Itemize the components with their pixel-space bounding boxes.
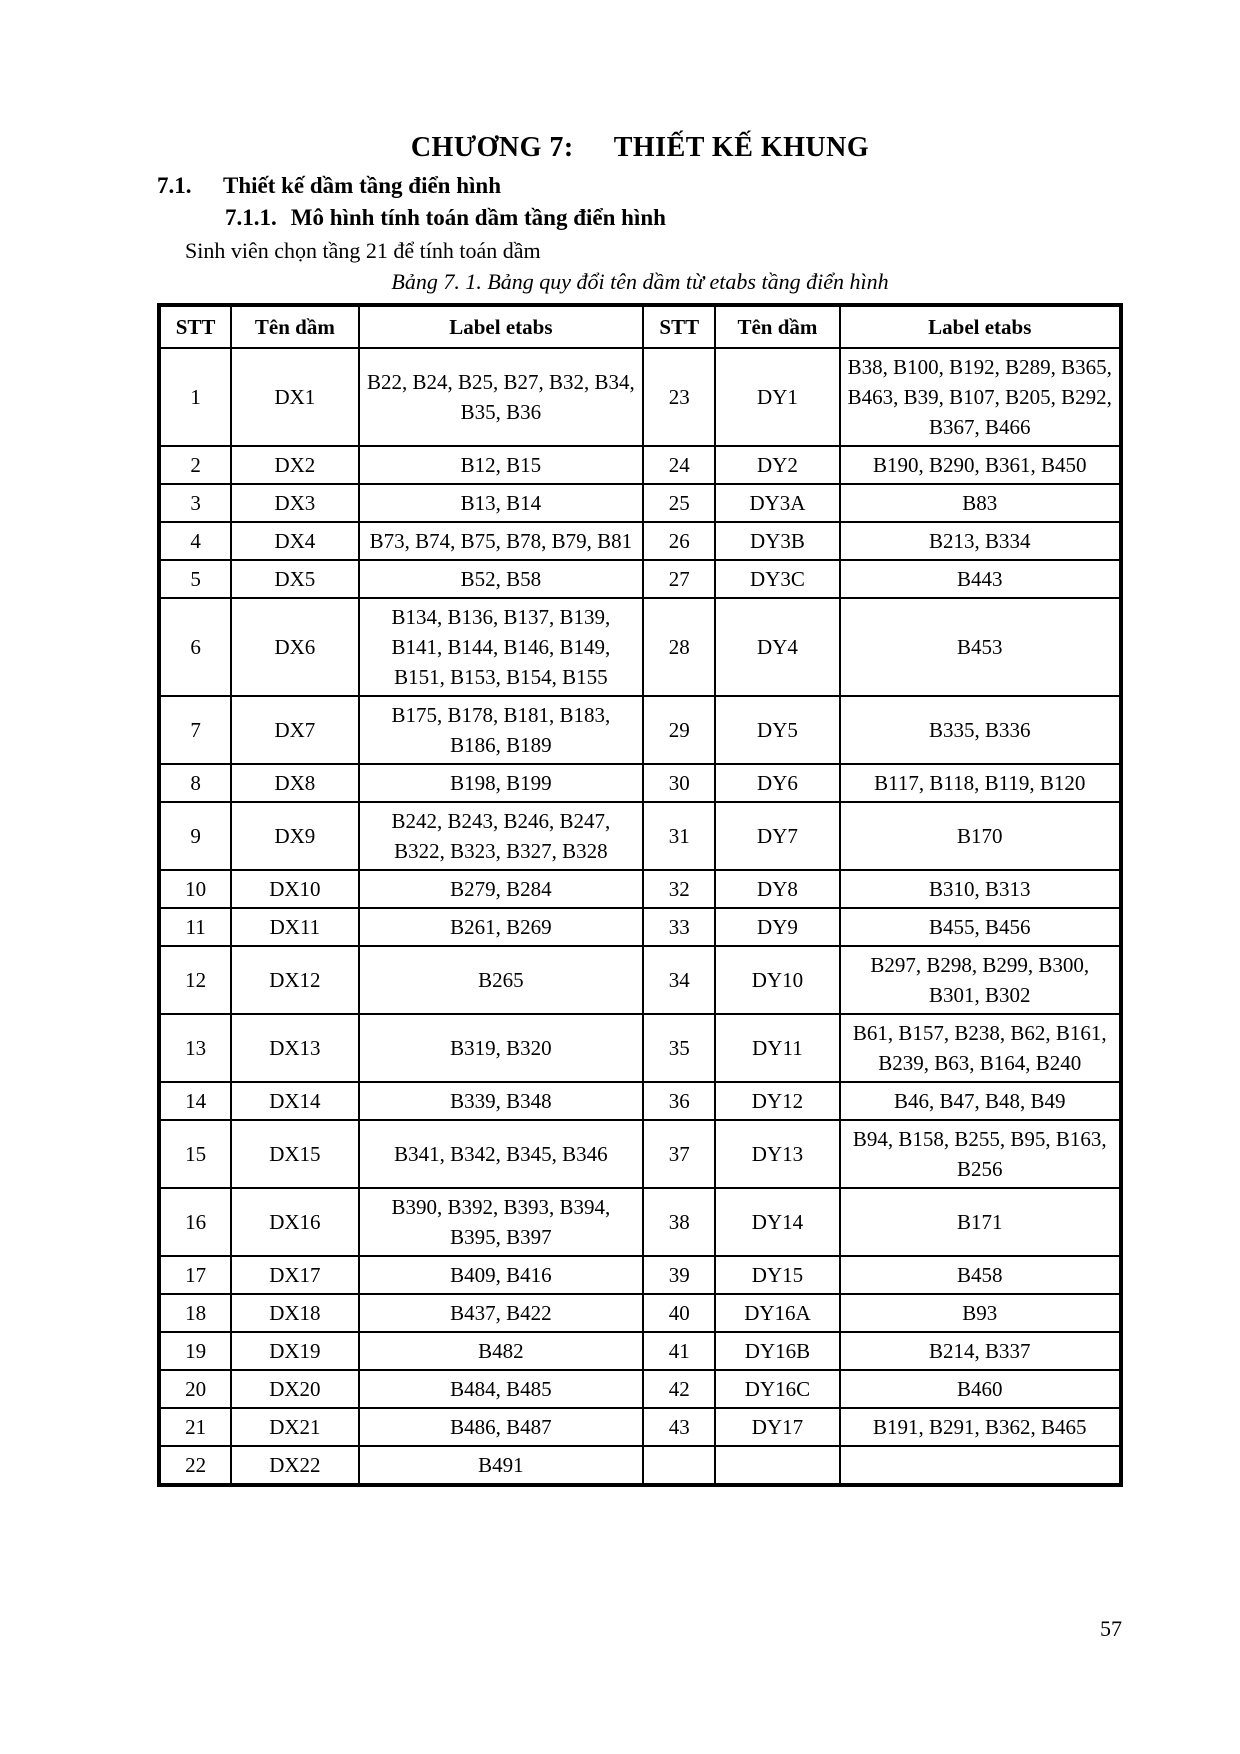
table-cell: B191, B291, B362, B465 [840, 1408, 1121, 1446]
table-cell: B484, B485 [359, 1370, 644, 1408]
table-cell [643, 1446, 715, 1485]
table-cell: 2 [159, 446, 231, 484]
table-cell: B319, B320 [359, 1014, 644, 1082]
table-cell: DX1 [231, 348, 358, 446]
section-number: 7.1. [157, 173, 192, 198]
table-cell: B171 [840, 1188, 1121, 1256]
table-cell: B73, B74, B75, B78, B79, B81 [359, 522, 644, 560]
table-cell: 40 [643, 1294, 715, 1332]
table-cell: 25 [643, 484, 715, 522]
table-row [159, 522, 1121, 560]
table-cell: B453 [840, 598, 1121, 696]
table-cell: DX13 [231, 1014, 358, 1082]
table-row [159, 1332, 1121, 1370]
table-cell: DY16C [715, 1370, 839, 1408]
table-cell: 35 [643, 1014, 715, 1082]
table-cell: DY3C [715, 560, 839, 598]
table-cell: DY17 [715, 1408, 839, 1446]
table-header-cell: STT [159, 305, 231, 348]
table-cell: 15 [159, 1120, 231, 1188]
table-cell: 18 [159, 1294, 231, 1332]
table-cell: B482 [359, 1332, 644, 1370]
table-cell: B175, B178, B181, B183, B186, B189 [359, 696, 644, 764]
table-cell: DX15 [231, 1120, 358, 1188]
subsection-heading [225, 205, 1123, 231]
table-row [159, 946, 1121, 1014]
table-cell: 30 [643, 764, 715, 802]
table-row [159, 1188, 1121, 1256]
table-head [159, 305, 1121, 348]
table-row [159, 560, 1121, 598]
table-cell: DY1 [715, 348, 839, 446]
table-cell: 4 [159, 522, 231, 560]
table-cell: DX5 [231, 560, 358, 598]
table-cell: 27 [643, 560, 715, 598]
table-cell: DX7 [231, 696, 358, 764]
chapter-number-label: CHƯƠNG 7: [410, 132, 574, 163]
table-cell: DY6 [715, 764, 839, 802]
table-cell: B94, B158, B255, B95, B163, B256 [840, 1120, 1121, 1188]
section-title-text: Thiết kế dầm tầng điển hình [223, 173, 501, 198]
table-cell: B93 [840, 1294, 1121, 1332]
table-cell: DX6 [231, 598, 358, 696]
table-cell: B335, B336 [840, 696, 1121, 764]
chapter-title [157, 132, 1123, 164]
table-header-cell: Tên dầm [231, 305, 358, 348]
table-row [159, 1082, 1121, 1120]
table-cell: DY5 [715, 696, 839, 764]
table-cell: DX16 [231, 1188, 358, 1256]
table-cell: 42 [643, 1370, 715, 1408]
table-caption: Bảng 7. 1. Bảng quy đổi tên dầm từ etabs tầng điển hình [391, 269, 889, 294]
table-row [159, 1446, 1121, 1485]
table-row [159, 908, 1121, 946]
table-cell: 32 [643, 870, 715, 908]
table-cell: B409, B416 [359, 1256, 644, 1294]
table-cell: B198, B199 [359, 764, 644, 802]
table-cell: DX20 [231, 1370, 358, 1408]
table-cell [840, 1446, 1121, 1485]
beam-label-conversion-table [157, 303, 1123, 1487]
table-cell: DX9 [231, 802, 358, 870]
table-row [159, 1014, 1121, 1082]
table-cell: DX19 [231, 1332, 358, 1370]
table-cell: B341, B342, B345, B346 [359, 1120, 644, 1188]
table-row [159, 696, 1121, 764]
table-cell: DY14 [715, 1188, 839, 1256]
table-cell: 39 [643, 1256, 715, 1294]
table-cell: DX17 [231, 1256, 358, 1294]
table-cell: B117, B118, B119, B120 [840, 764, 1121, 802]
table-cell: B83 [840, 484, 1121, 522]
table-cell: DX21 [231, 1408, 358, 1446]
table-cell: 21 [159, 1408, 231, 1446]
table-cell: 24 [643, 446, 715, 484]
table-cell: B491 [359, 1446, 644, 1485]
table-cell: 29 [643, 696, 715, 764]
table-cell: 17 [159, 1256, 231, 1294]
table-cell: DX4 [231, 522, 358, 560]
table-cell: DY15 [715, 1256, 839, 1294]
table-cell: DY3A [715, 484, 839, 522]
table-cell: 7 [159, 696, 231, 764]
table-cell: DY16B [715, 1332, 839, 1370]
table-cell: 20 [159, 1370, 231, 1408]
table-cell: 34 [643, 946, 715, 1014]
table-cell: DY10 [715, 946, 839, 1014]
subsection-title-text: Mô hình tính toán dầm tầng điển hình [290, 205, 666, 230]
table-cell: DY12 [715, 1082, 839, 1120]
table-cell: B460 [840, 1370, 1121, 1408]
table-cell: 3 [159, 484, 231, 522]
table-cell: B13, B14 [359, 484, 644, 522]
table-cell: 28 [643, 598, 715, 696]
table-row [159, 764, 1121, 802]
table-row [159, 484, 1121, 522]
table-cell: B339, B348 [359, 1082, 644, 1120]
table-cell: B455, B456 [840, 908, 1121, 946]
table-cell: 1 [159, 348, 231, 446]
page-number: 57 [1100, 1616, 1122, 1641]
table-body [159, 348, 1121, 1485]
table-cell: 22 [159, 1446, 231, 1485]
table-header-cell: Tên dầm [715, 305, 839, 348]
table-cell: DX18 [231, 1294, 358, 1332]
table-cell: B261, B269 [359, 908, 644, 946]
table-cell: 43 [643, 1408, 715, 1446]
table-cell: 9 [159, 802, 231, 870]
table-row [159, 1256, 1121, 1294]
table-cell: 19 [159, 1332, 231, 1370]
table-header-cell: STT [643, 305, 715, 348]
table-row [159, 1370, 1121, 1408]
table-cell: 38 [643, 1188, 715, 1256]
chapter-title-text: THIẾT KẾ KHUNG [613, 132, 870, 163]
table-row [159, 802, 1121, 870]
section-heading [157, 173, 1123, 199]
table-cell: B61, B157, B238, B62, B161, B239, B63, B164, B240 [840, 1014, 1121, 1082]
table-cell: B437, B422 [359, 1294, 644, 1332]
table-row [159, 1408, 1121, 1446]
table-cell: 41 [643, 1332, 715, 1370]
table-cell: B265 [359, 946, 644, 1014]
table-cell: DY3B [715, 522, 839, 560]
table-row [159, 348, 1121, 446]
table-cell: B52, B58 [359, 560, 644, 598]
table-cell: DX2 [231, 446, 358, 484]
table-row [159, 1120, 1121, 1188]
table-cell: 37 [643, 1120, 715, 1188]
subsection-number: 7.1.1. [225, 205, 277, 230]
table-cell: DY11 [715, 1014, 839, 1082]
table-row [159, 870, 1121, 908]
table-cell: 6 [159, 598, 231, 696]
table-header-cell: Label etabs [840, 305, 1121, 348]
table-cell: B22, B24, B25, B27, B32, B34, B35, B36 [359, 348, 644, 446]
table-row [159, 598, 1121, 696]
table-cell: 31 [643, 802, 715, 870]
table-cell: 12 [159, 946, 231, 1014]
table-cell: DY13 [715, 1120, 839, 1188]
table-cell: 8 [159, 764, 231, 802]
table-header-cell: Label etabs [359, 305, 644, 348]
table-cell: B46, B47, B48, B49 [840, 1082, 1121, 1120]
table-header-row [159, 305, 1121, 348]
table-cell: DX10 [231, 870, 358, 908]
table-cell: 11 [159, 908, 231, 946]
table-cell: 26 [643, 522, 715, 560]
table-cell: B242, B243, B246, B247, B322, B323, B327, B328 [359, 802, 644, 870]
table-cell: 23 [643, 348, 715, 446]
table-cell: B170 [840, 802, 1121, 870]
table-cell: B190, B290, B361, B450 [840, 446, 1121, 484]
table-cell: DY7 [715, 802, 839, 870]
table-cell: DX3 [231, 484, 358, 522]
table-cell: 10 [159, 870, 231, 908]
table-cell: DY4 [715, 598, 839, 696]
table-cell: DX8 [231, 764, 358, 802]
table-cell: DX12 [231, 946, 358, 1014]
table-cell: B213, B334 [840, 522, 1121, 560]
table-cell: 14 [159, 1082, 231, 1120]
table-cell: B310, B313 [840, 870, 1121, 908]
table-cell: 16 [159, 1188, 231, 1256]
table-cell: DY2 [715, 446, 839, 484]
table-cell: B297, B298, B299, B300, B301, B302 [840, 946, 1121, 1014]
table-cell: B486, B487 [359, 1408, 644, 1446]
table-cell: B390, B392, B393, B394, B395, B397 [359, 1188, 644, 1256]
table-row [159, 1294, 1121, 1332]
table-cell: B443 [840, 560, 1121, 598]
table-cell: 13 [159, 1014, 231, 1082]
table-cell: B134, B136, B137, B139, B141, B144, B146, B149, B151, B153, B154, B155 [359, 598, 644, 696]
table-cell: DY9 [715, 908, 839, 946]
table-cell [715, 1446, 839, 1485]
table-cell: 33 [643, 908, 715, 946]
table-cell: B38, B100, B192, B289, B365, B463, B39, B107, B205, B292, B367, B466 [840, 348, 1121, 446]
table-cell: 36 [643, 1082, 715, 1120]
table-cell: DX11 [231, 908, 358, 946]
lead-paragraph: Sinh viên chọn tầng 21 để tính toán dầm [185, 238, 541, 263]
table-cell: DY8 [715, 870, 839, 908]
table-cell: DX14 [231, 1082, 358, 1120]
table-cell: B458 [840, 1256, 1121, 1294]
table-cell: B279, B284 [359, 870, 644, 908]
table-cell: 5 [159, 560, 231, 598]
table-row [159, 446, 1121, 484]
table-cell: DY16A [715, 1294, 839, 1332]
table-cell: B12, B15 [359, 446, 644, 484]
page-content [157, 0, 1123, 1487]
table-cell: DX22 [231, 1446, 358, 1485]
table-cell: B214, B337 [840, 1332, 1121, 1370]
